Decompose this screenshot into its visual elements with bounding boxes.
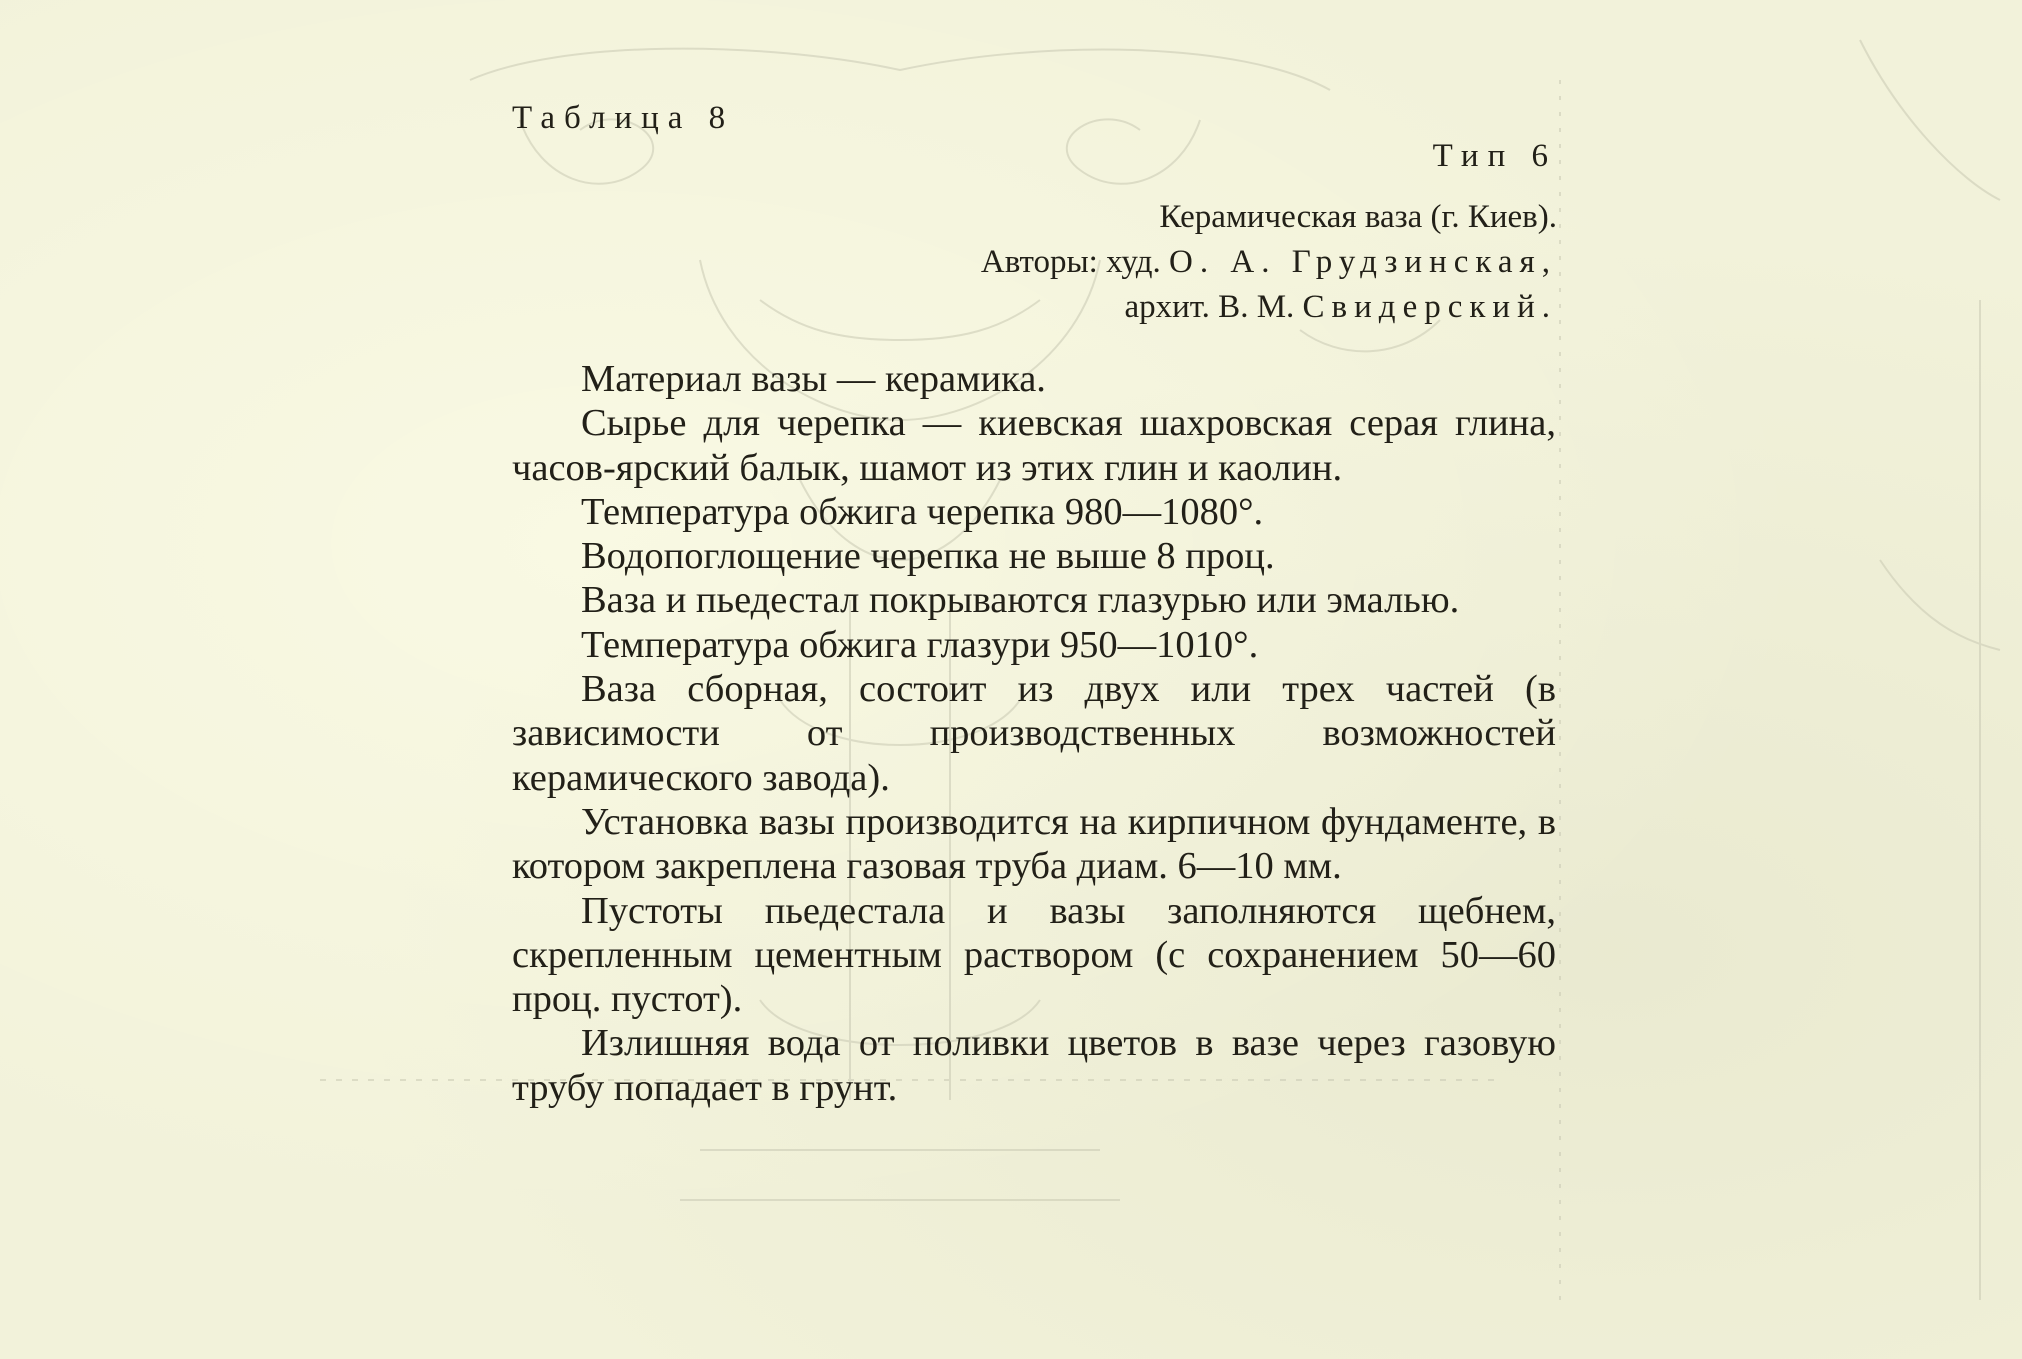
caption-architect-prefix: архит. В. М. <box>1124 289 1295 325</box>
paragraph-filling: Пустоты пьедестала и вазы заполняются щебнем, скрепленным цементным раствором (с сохранением 50—60 проц. пустот). <box>512 889 1556 1021</box>
paragraph-glaze-temperature: Температура обжига глазури 950—1010°. <box>581 623 1259 666</box>
caption-author-2: Свидерский. <box>1302 289 1557 325</box>
paragraph-water-absorption: Водопоглощение черепка не выше 8 проц. <box>581 535 1275 578</box>
paragraph-glaze-coating: Ваза и пьедестал покрываются глазурью или эмалью. <box>581 579 1460 622</box>
caption-authors-line <box>981 240 1557 285</box>
type-number: Тип 6 <box>1432 138 1557 174</box>
paragraph-assembly: Ваза сборная, состоит из двух или трех частей (в зависимости от производственных возможностей керамического завода). <box>512 668 1556 799</box>
paragraph-material: Материал вазы — керамика. <box>581 358 1046 400</box>
caption-author-1: О. А. Грудзинская, <box>1169 244 1557 280</box>
body-text <box>512 357 1556 1110</box>
caption-authors-prefix: Авторы: худ. <box>980 244 1161 280</box>
paragraph-installation: Установка вазы производится на кирпичном фундаменте, в котором закреплена газовая труба диам. 6—10 мм. <box>512 800 1556 888</box>
figure-caption <box>981 195 1557 330</box>
table-number: Таблица 8 <box>512 100 735 136</box>
paragraph-firing-temperature: Температура обжига черепка 980—1080°. <box>581 490 1264 533</box>
paragraph-drainage: Излишняя вода от поливки цветов в вазе через газовую трубу попадает в грунт. <box>512 1022 1556 1109</box>
caption-architect-line <box>981 285 1557 330</box>
paragraph-raw-materials: Сырье для черепка — киевская шахровская серая глина, часов-ярский балык, шамот из этих глин и каолин. <box>512 402 1556 489</box>
caption-title: Керамическая ваза (г. Киев). <box>1159 199 1557 235</box>
